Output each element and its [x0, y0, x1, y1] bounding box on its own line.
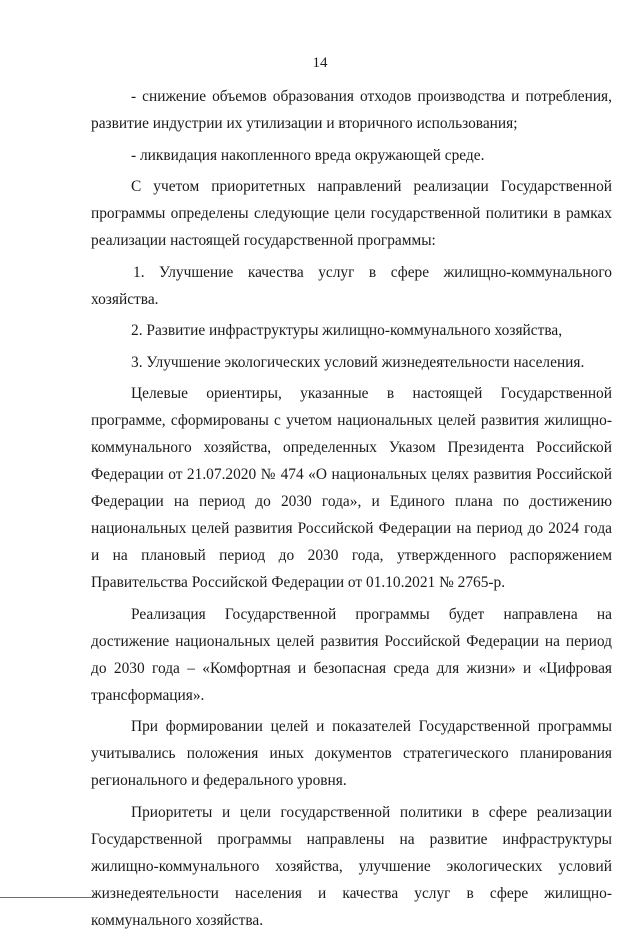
footer-rule: [0, 897, 96, 898]
goal-item-3: 3. Улучшение экологических условий жизнедеятельности населения.: [131, 353, 585, 371]
paragraph-program-implementation: Реализация Государственной программы будет направлена на достижение национальных целей развития Российской Федерации на период до 2030 года – «Комфортная и безопасная среда для жизни» и «Цифровая трансформация».: [91, 605, 612, 704]
paragraph-priorities: Приоритеты и цели государственной политики в сфере реализации Государственной программы направлены на развитие инфраструктуры жилищно-коммунального хозяйства, улучшение экологических условий жизнедеятельности населения и качества услуг в сфере жилищно-коммунального хозяйства.: [91, 803, 612, 929]
page-number: 14: [312, 55, 328, 71]
goal-item-2: 2. Развитие инфраструктуры жилищно-коммунального хозяйства,: [131, 322, 563, 339]
paragraph-waste-reduction: - снижение объемов образования отходов производства и потребления, развитие индустрии их утилизации и вторичного использования;: [91, 88, 612, 132]
paragraph-damage-elimination: - ликвидация накопленного вреда окружающей среде.: [131, 146, 485, 164]
paragraph-target-guidelines: Целевые ориентиры, указанные в настоящей Государственной программе, сформированы с учетом национальных целей развития жилищно-коммунального хозяйства, определенных Указом Президента Российской Федерации от 21.07.2020 № 474 «О национальных целях развития Российской Федерации на период до 2030 года», и Единого плана по достижению национальных целей развития Российской Федерации на период до 2024 года и на плановый период до 2030 года, утвержденного распоряжением Правительства Российской Федерации от 01.10.2021 № 2765-р.: [91, 385, 612, 591]
document-body: [91, 83, 612, 938]
goal-item-1: 1. Улучшение качества услуг в сфере жилищно-коммунального хозяйства.: [91, 263, 612, 308]
paragraph-goals-intro: С учетом приоритетных направлений реализации Государственной программы определены следующие цели государственной политики в рамках реализации настоящей государственной программы:: [91, 178, 612, 249]
paragraph-strategic-documents: При формировании целей и показателей Государственной программы учитывались положения иных документов стратегического планирования регионального и федерального уровня.: [91, 718, 612, 789]
